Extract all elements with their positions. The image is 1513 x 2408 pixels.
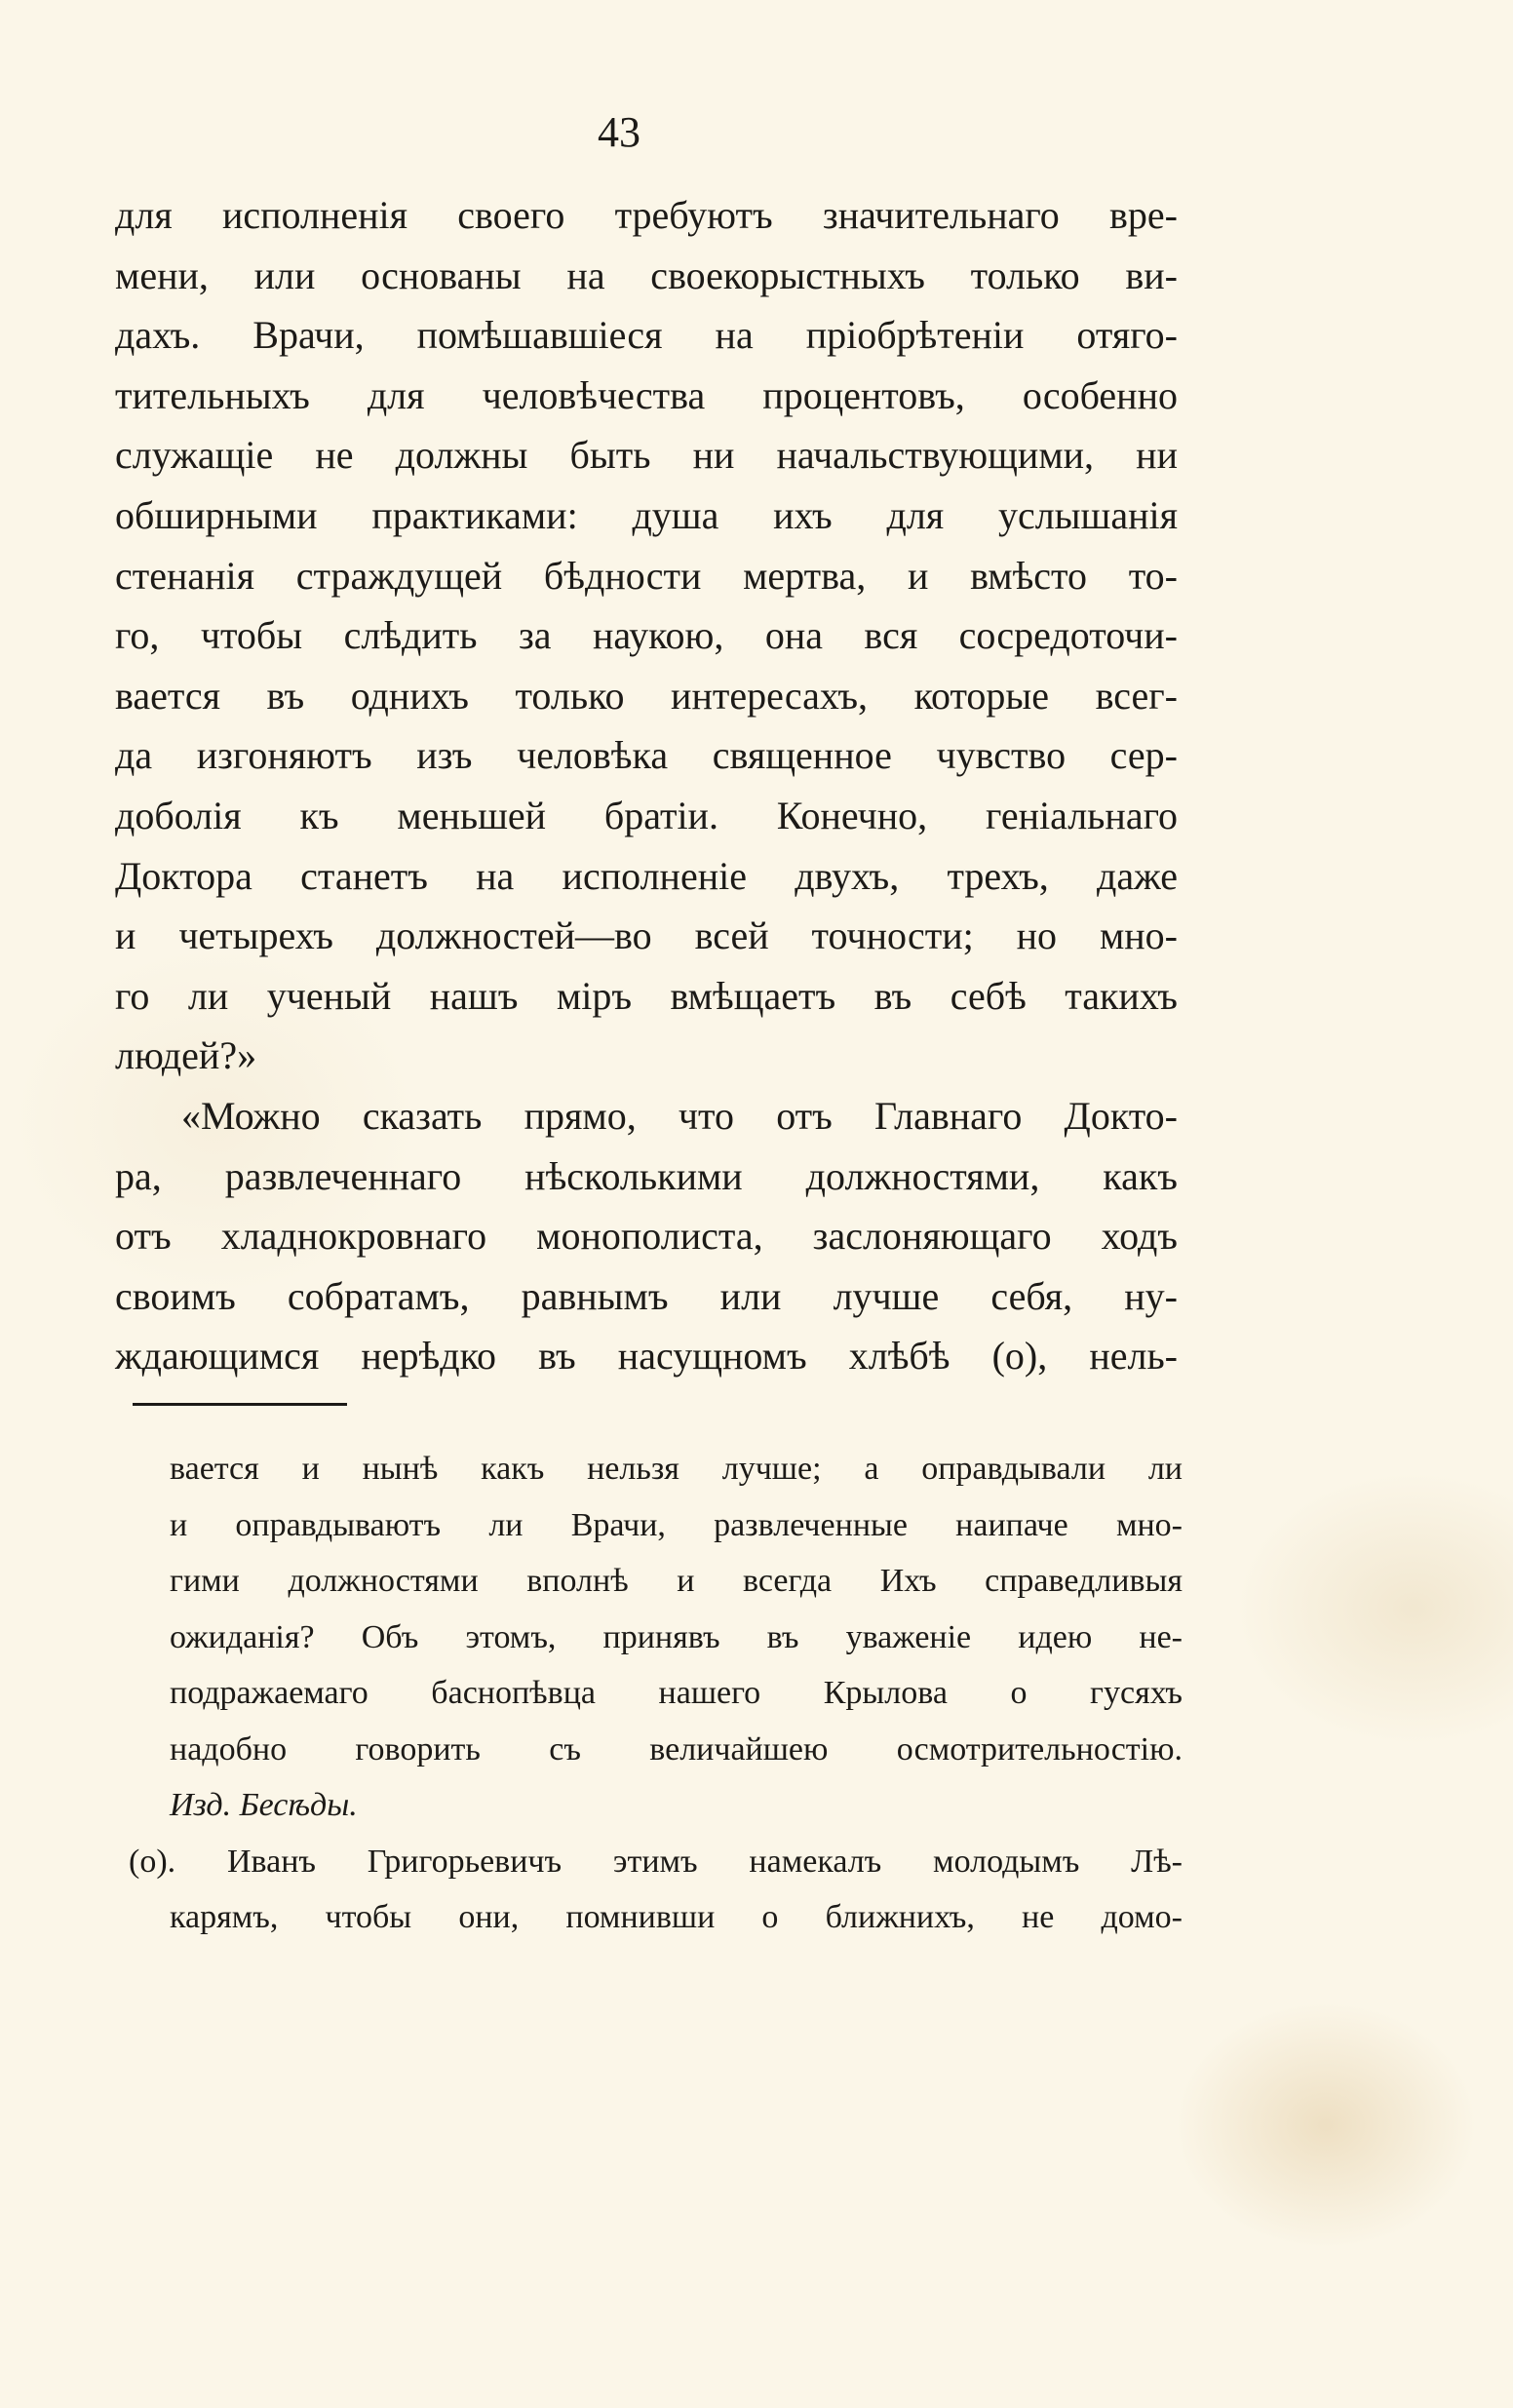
footnote-line: вается и нынѣ какъ нельзя лучше; а оправдывали ли: [170, 1451, 1183, 1487]
footnotes: [115, 1441, 1183, 1946]
text-line: го, чтобы слѣдить за наукою, она вся сосредоточи-: [115, 613, 1178, 658]
text-line: и четырехъ должностей—во всей точности; но мно-: [115, 913, 1178, 958]
footnote-separator: [133, 1403, 347, 1406]
footnote-line: и оправдываютъ ли Врачи, развлеченные наипаче мно-: [170, 1506, 1183, 1543]
text-line: ждающимся нерѣдко въ насущномъ хлѣбѣ (о), нель-: [115, 1334, 1178, 1379]
text-line: го ли ученый нашъ міръ вмѣщаетъ въ себѣ такихъ: [115, 973, 1178, 1018]
footnote-line: гими должностями вполнѣ и всегда Ихъ справедливыя: [170, 1563, 1183, 1599]
text-line: вается въ однихъ только интересахъ, которые всег-: [115, 673, 1178, 718]
text-line: обширными практиками: душа ихъ для услышанія: [115, 492, 1178, 537]
text-line: стенанія страждущей бѣдности мертва, и вмѣсто то-: [115, 553, 1178, 598]
text-line: дахъ. Врачи, помѣшавшіеся на пріобрѣтеніи отяго-: [115, 313, 1178, 358]
text-line: тительныхъ для человѣчества процентовъ, особенно: [115, 372, 1178, 417]
text-line: мени, или основаны на своекорыстныхъ только ви-: [115, 252, 1178, 297]
paragraph-start-line: «Можно сказать прямо, что отъ Главнаго Докто-: [181, 1093, 1178, 1138]
footnote-line: (о). Иванъ Григорьевичъ этимъ намекалъ молодымъ Лѣ-: [129, 1843, 1183, 1880]
text-line: отъ хладнокровнаго монополиста, заслоняющаго ходъ: [115, 1214, 1178, 1259]
text-line: своимъ собратамъ, равнымъ или лучше себя, ну-: [115, 1273, 1178, 1318]
text-line: для исполненія своего требуютъ значительнаго вре-: [115, 193, 1178, 237]
text-line: ра, развлеченнаго нѣсколькими должностями, какъ: [115, 1153, 1178, 1198]
footnote-line: подражаемаго баснопѣвца нашего Крылова о гусяхъ: [170, 1675, 1183, 1711]
main-text: [115, 185, 1178, 1386]
text-line: людей?»: [115, 1033, 257, 1078]
page-number: 43: [598, 108, 640, 156]
text-line: служащіе не должны быть ни начальствующими, ни: [115, 433, 1178, 478]
footnote-signature: Изд. Бесѣды.: [170, 1787, 358, 1823]
text-line: да изгоняютъ изъ человѣка священное чувство сер-: [115, 733, 1178, 778]
text-line: Доктора станетъ на исполненіе двухъ, трехъ, даже: [115, 853, 1178, 898]
footnote-line: надобно говорить съ величайшею осмотрительностію.: [170, 1730, 1183, 1767]
footnote-line: ожиданія? Объ этомъ, принявъ въ уваженіе идею не-: [170, 1618, 1183, 1655]
footnote-line: карямъ, чтобы они, помнивши о ближнихъ, не домо-: [170, 1899, 1183, 1935]
text-line: доболія къ меньшей братіи. Конечно, геніальнаго: [115, 793, 1178, 837]
